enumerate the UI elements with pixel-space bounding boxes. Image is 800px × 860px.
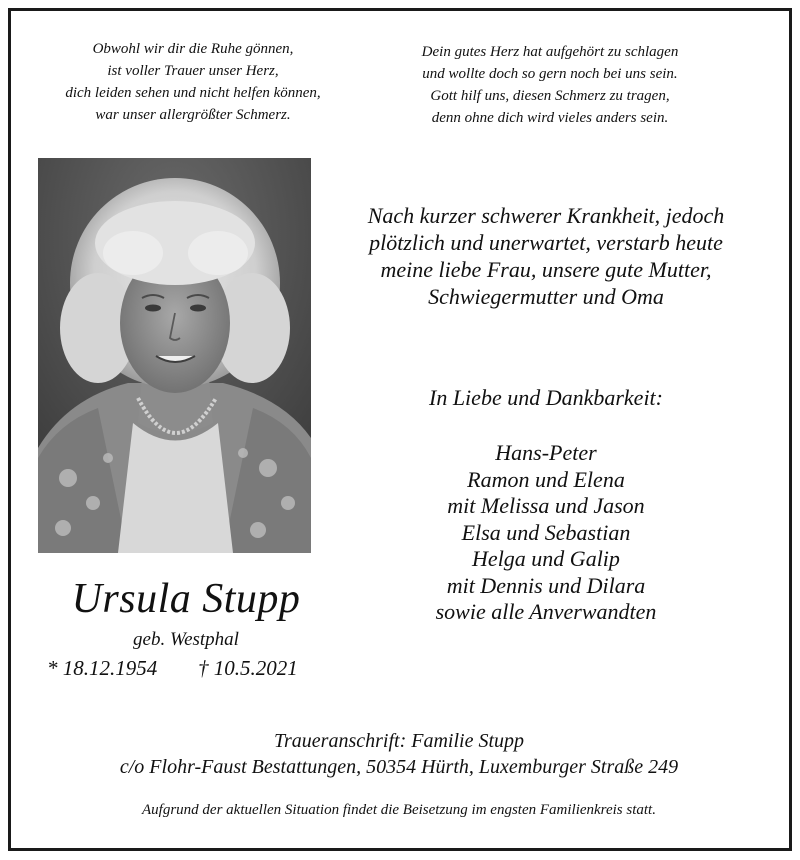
- poem-left-line: war unser allergrößter Schmerz.: [95, 107, 291, 123]
- poem-right-line: denn ohne dich wird vieles anders sein.: [431, 110, 669, 126]
- poem-right-line: Dein gutes Herz hat aufgehört zu schlagen: [421, 44, 679, 60]
- poem-left-line: ist voller Trauer unser Herz,: [107, 63, 279, 79]
- poem-right-line: und wollte doch so gern noch bei uns sein.: [422, 66, 678, 82]
- burial-notice: Aufgrund der aktuellen Situation findet die Beisetzung im engsten Familienkreis statt.: [142, 802, 656, 818]
- mourner-name: Hans-Peter: [495, 440, 597, 465]
- birth-name: geb. Westphal: [133, 629, 239, 650]
- poem-left: [28, 38, 358, 126]
- mourner-name: Ramon und Elena: [467, 466, 625, 492]
- mourners-list: [336, 440, 756, 626]
- poem-right-line: Gott hilf uns, diesen Schmerz zu tragen,: [430, 88, 670, 104]
- announcement-line: plötzlich und unerwartet, verstarb heute: [369, 230, 723, 255]
- love-gratitude-line: In Liebe und Dankbarkeit:: [429, 385, 663, 410]
- mourner-name: Helga und Galip: [472, 546, 620, 571]
- announcement-line: meine liebe Frau, unsere gute Mutter,: [380, 257, 712, 282]
- mourning-address: [40, 728, 758, 780]
- address-line: c/o Flohr-Faust Bestattungen, 50354 Hürth, Luxemburger Straße 249: [119, 756, 679, 778]
- announcement-line: Schwiegermutter und Oma: [428, 284, 664, 309]
- poem-right: [380, 41, 720, 129]
- poem-left-line: Obwohl wir dir die Ruhe gönnen,: [92, 41, 294, 57]
- address-line: Traueranschrift: Familie Stupp: [274, 730, 524, 752]
- death-date: † 10.5.2021: [198, 656, 298, 680]
- portrait-illustration: [38, 158, 311, 553]
- death-announcement: [336, 202, 756, 310]
- deceased-name: Ursula Stupp: [71, 576, 301, 622]
- mourner-name: Elsa und Sebastian: [461, 519, 631, 545]
- portrait-photo: [38, 158, 311, 553]
- poem-left-line: dich leiden sehen und nicht helfen können,: [65, 85, 321, 101]
- birth-date: * 18.12.1954: [47, 656, 158, 680]
- mourner-name: mit Melissa und Jason: [447, 493, 645, 518]
- mourner-name: mit Dennis und Dilara: [446, 572, 646, 598]
- life-dates: [47, 654, 337, 682]
- announcement-line: Nach kurzer schwerer Krankheit, jedoch: [367, 203, 725, 228]
- mourner-name: sowie alle Anverwandten: [435, 599, 657, 624]
